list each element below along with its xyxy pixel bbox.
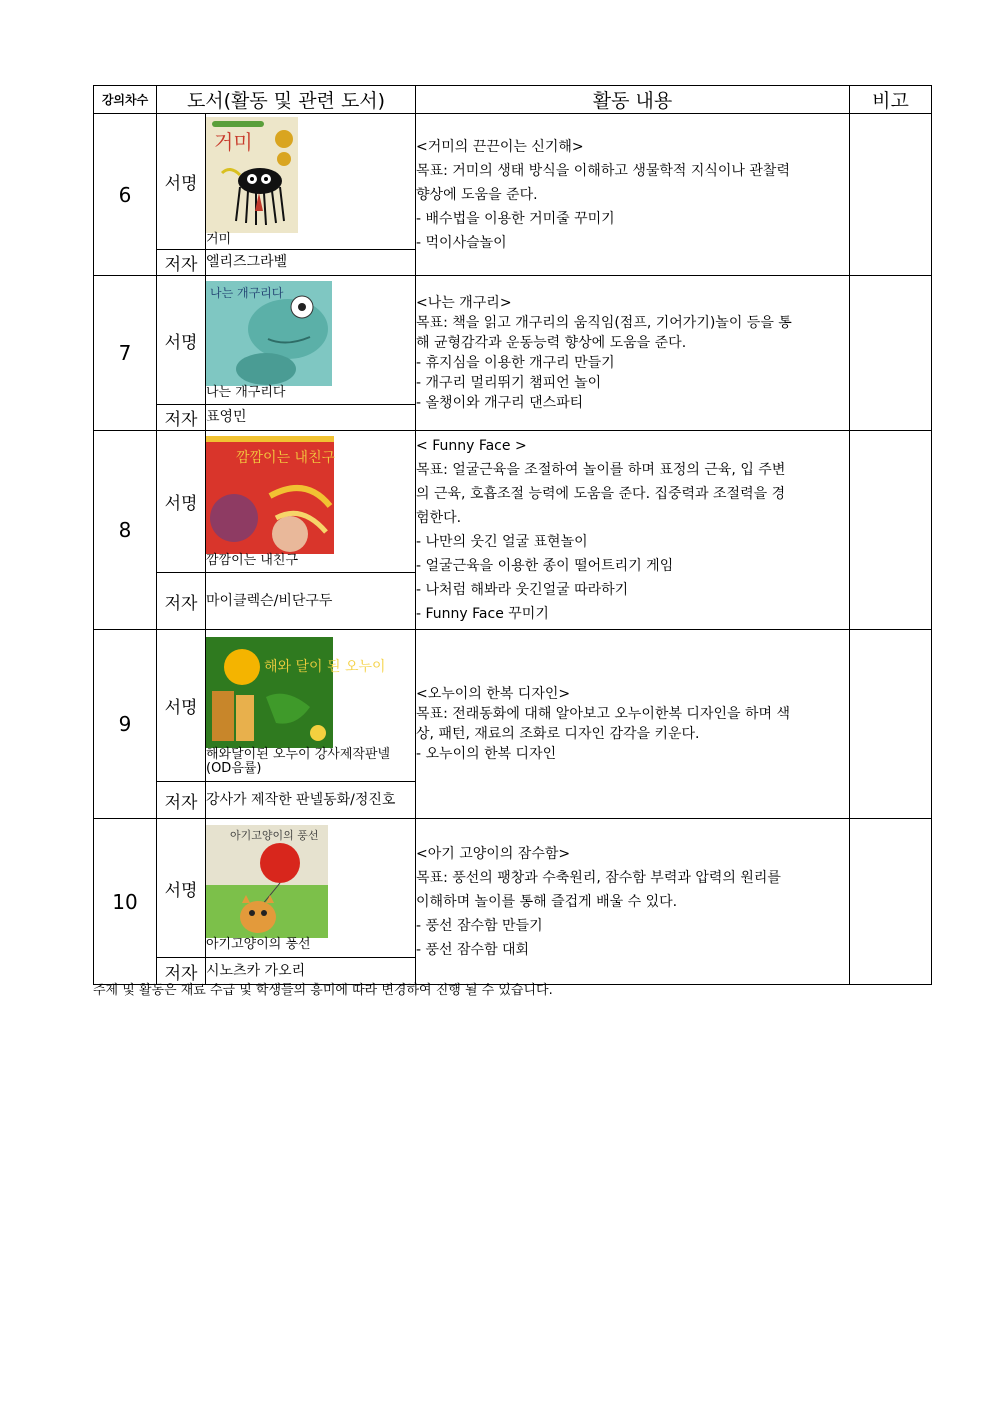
session-number: 8 <box>94 431 157 630</box>
note-cell <box>850 431 932 630</box>
activity-line: - 먹이사슬놀이 <box>416 234 507 251</box>
activity-line: - 배수법을 이용한 거미줄 꾸미기 <box>416 210 615 227</box>
book-cell <box>206 819 416 958</box>
activity-line: - 나만의 웃긴 얼굴 표현놀이 <box>416 534 588 550</box>
table-row <box>94 276 932 405</box>
cover-title-text: 아기고양이의 풍선 <box>230 829 319 842</box>
book-title: 해와달이된 오누이 강사제작판넬(OD음률) <box>206 746 391 776</box>
activity-line: 목표: 풍선의 팽창과 수축원리, 잠수함 부력과 압력의 원리를 <box>416 869 781 886</box>
activity-cell <box>416 276 850 431</box>
book-cell <box>206 431 416 573</box>
activity-line: <나는 개구리> <box>416 295 512 311</box>
book-cover-image <box>206 637 415 748</box>
book-author: 시노츠카 가오리 <box>206 958 416 985</box>
activity-line: - 올챙이와 개구리 댄스파티 <box>416 395 584 411</box>
cover-title-text: 해와 달이 된 오누이 <box>264 658 386 675</box>
activity-line: - 얼굴근육을 이용한 종이 떨어트리기 게임 <box>416 558 674 574</box>
lesson-plan-table <box>93 85 932 985</box>
author-label: 저자 <box>157 250 206 276</box>
book-title: 나는 개구리다 <box>206 385 286 400</box>
cover-title-text: 깜깜이는 내친구 <box>236 450 336 466</box>
session-number: 9 <box>94 630 157 819</box>
table-row <box>94 630 932 782</box>
book-cover-image <box>206 825 415 938</box>
activity-line: - 휴지심을 이용한 개구리 만들기 <box>416 355 615 371</box>
header-books: 도서(활동 및 관련 도서) <box>157 86 416 114</box>
note-cell <box>850 819 932 985</box>
book-cover-image <box>206 436 415 554</box>
activity-line: - 풍선 잠수함 대회 <box>416 941 530 958</box>
table-row <box>94 114 932 250</box>
activity-line: 목표: 책을 읽고 개구리의 움직임(점프, 기어가기)놀이 등을 통 <box>416 315 792 331</box>
activity-line: <아기 고양이의 잠수함> <box>416 845 571 862</box>
book-author: 엘리즈그라벨 <box>206 250 416 276</box>
table-row <box>94 431 932 573</box>
activity-line: - 개구리 멀리뛰기 챔피언 놀이 <box>416 375 602 391</box>
note-cell <box>850 630 932 819</box>
book-author: 표영민 <box>206 405 416 431</box>
title-label: 서명 <box>157 819 206 958</box>
title-label: 서명 <box>157 431 206 573</box>
note-cell <box>850 276 932 431</box>
header-session: 강의차수 <box>94 86 157 114</box>
header-row <box>94 86 932 114</box>
activity-line: - 풍선 잠수함 만들기 <box>416 917 543 934</box>
cover-title-text: 나는 개구리다 <box>210 286 284 300</box>
activity-line: 목표: 전래동화에 대해 알아보고 오누이한복 디자인을 하며 색 <box>416 706 790 722</box>
activity-line: 목표: 얼굴근육을 조절하여 놀이를 하며 표정의 근육, 입 주변 <box>416 462 786 478</box>
header-note: 비고 <box>850 86 932 114</box>
activity-line: - 나처럼 해봐라 웃긴얼굴 따라하기 <box>416 582 629 598</box>
book-author: 강사가 제작한 판넬동화/정진호 <box>206 782 416 819</box>
title-label: 서명 <box>157 114 206 250</box>
book-cell <box>206 114 416 250</box>
session-number: 10 <box>94 819 157 985</box>
book-cover-image <box>206 281 415 386</box>
activity-line: 험한다. <box>416 510 462 526</box>
activity-cell <box>416 819 850 985</box>
activity-line: 향상에 도움을 준다. <box>416 186 538 203</box>
book-title: 깜깜이는 내친구 <box>206 553 299 568</box>
activity-line: 이해하며 놀이를 통해 즐겁게 배울 수 있다. <box>416 893 678 910</box>
book-cell <box>206 630 416 782</box>
book-author: 마이클렉슨/비단구두 <box>206 573 416 630</box>
header-activity: 활동 내용 <box>416 86 850 114</box>
session-number: 7 <box>94 276 157 431</box>
title-label: 서명 <box>157 276 206 405</box>
book-title: 거미 <box>206 232 232 247</box>
book-cell <box>206 276 416 405</box>
title-label: 서명 <box>157 630 206 782</box>
activity-line: 목표: 거미의 생태 방식을 이해하고 생물학적 지식이나 관찰력 <box>416 162 790 179</box>
footnote: 주제 및 활동은 재료 수급 및 학생들의 흥미에 따라 변경하여 진행 될 수 있습니다. <box>93 983 553 998</box>
activity-cell <box>416 431 850 630</box>
table-row <box>94 819 932 958</box>
author-label: 저자 <box>157 958 206 985</box>
cover-title-text: 거미 <box>214 130 253 154</box>
activity-cell <box>416 630 850 819</box>
author-label: 저자 <box>157 573 206 630</box>
author-label: 저자 <box>157 782 206 819</box>
activity-line: 상, 패턴, 재료의 조화로 디자인 감각을 키운다. <box>416 726 700 742</box>
author-label: 저자 <box>157 405 206 431</box>
activity-line: - Funny Face 꾸미기 <box>416 606 549 622</box>
book-cover-image <box>206 117 415 233</box>
activity-line: 해 균형감각과 운동능력 향상에 도움을 준다. <box>416 335 687 351</box>
activity-line: <오누이의 한복 디자인> <box>416 686 571 702</box>
activity-line: <거미의 끈끈이는 신기해> <box>416 138 584 155</box>
activity-line: 의 근육, 호흡조절 능력에 도움을 준다. 집중력과 조절력을 경 <box>416 486 786 502</box>
activity-line: < Funny Face > <box>416 438 527 454</box>
activity-cell <box>416 114 850 276</box>
book-title: 아기고양이의 풍선 <box>206 937 311 952</box>
session-number: 6 <box>94 114 157 276</box>
note-cell <box>850 114 932 276</box>
activity-line: - 오누이의 한복 디자인 <box>416 746 557 762</box>
